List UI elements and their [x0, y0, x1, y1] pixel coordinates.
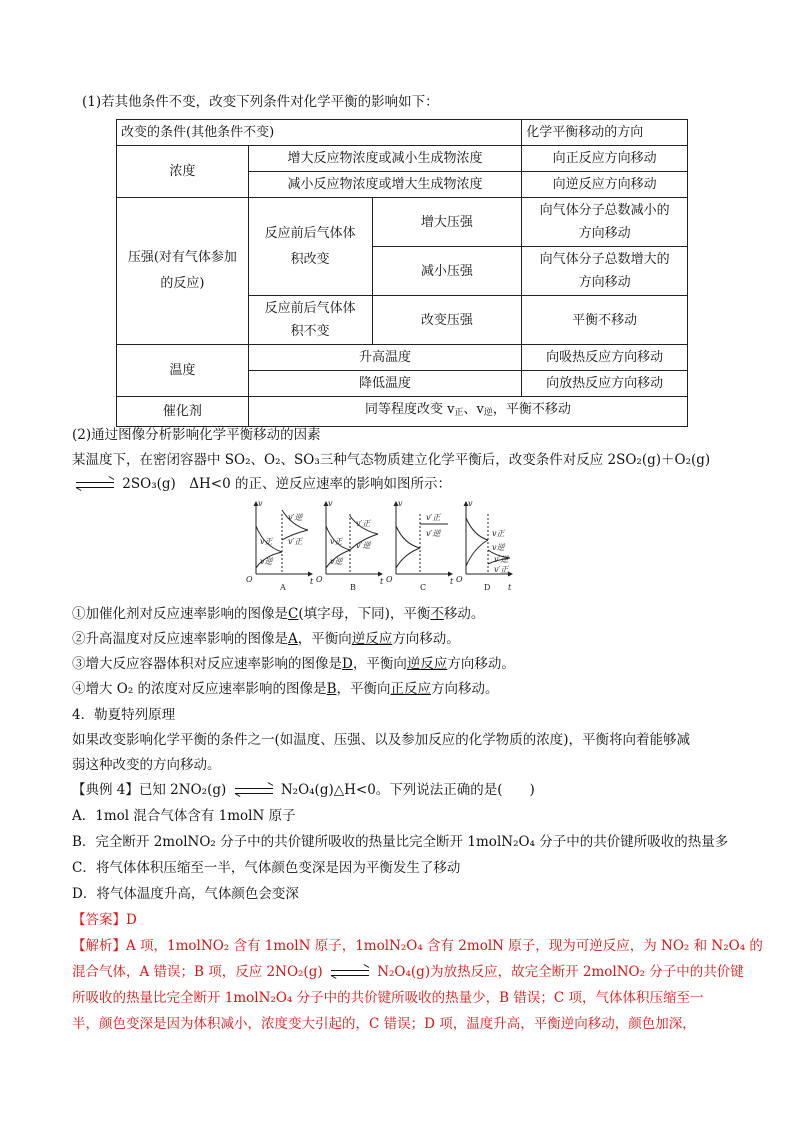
graph-d-v-rev — [466, 540, 488, 566]
pressure-decrease-dir: 向气体分子总数增大的 方向移动 — [522, 247, 688, 296]
pressure-label: 压强(对有气体参加 的反应) — [117, 198, 249, 345]
concentration-dir-1: 向正反应方向移动 — [522, 146, 688, 172]
concentration-cond-1: 增大反应物浓度或减小生成物浓度 — [248, 146, 522, 172]
option-c: C．将气体体积压缩至一半，气体颜色变深是因为平衡发生了移动 — [72, 860, 461, 876]
graph-b-origin: O — [316, 575, 323, 584]
header-direction: 化学平衡移动的方向 — [522, 120, 688, 146]
pressure-decrease: 减小压强 — [372, 247, 522, 296]
graph-a-vprime-fwd-label: v′正 — [288, 537, 303, 546]
question-3: ③增大反应容器体积对反应速率影响的图像是D，平衡向逆反应方向移动。 — [72, 656, 515, 672]
graph-d-origin: O — [456, 575, 463, 584]
graph-c-vprime-fwd-label: v′正 — [426, 513, 441, 522]
graph-a-vprime-rev-label: v′逆 — [288, 513, 303, 522]
graph-b-v-axis-label: v — [328, 499, 333, 508]
question-4: ④增大 O₂ 的浓度对反应速率影响的图像是B，平衡向正反应方向移动。 — [72, 681, 499, 697]
graph-d-v-axis-label: v — [468, 499, 473, 508]
graph-a-caption: A — [280, 583, 286, 590]
pressure-volume-same: 反应前后气体体 积不变 — [248, 296, 372, 345]
temperature-label: 温度 — [117, 345, 249, 397]
answer: 【答案】D — [72, 912, 137, 928]
reversible-arrow-icon — [331, 968, 369, 978]
header-condition: 改变的条件(其他条件不变) — [117, 120, 522, 146]
graph-b-caption: B — [350, 583, 356, 590]
option-b: B．完全断开 2molNO₂ 分子中的共价键所吸收的热量比完全断开 1molN₂O₄ 分子中的共价键所吸收的热量多 — [72, 834, 729, 850]
section4-line-1: 如果改变影响化学平衡的条件之一(如温度、压强、以及参加反应的化学物质的浓度)，平衡将向着能够减 — [72, 732, 691, 748]
graph-b-vfwd-label: v正 — [330, 537, 343, 546]
analysis-line-1: 【解析】A 项，1molNO₂ 含有 1molN 原子，1molN₂O₄ 含有 2molN 原子，现为可逆反应，为 NO₂ 和 N₂O₄ 的 — [72, 938, 763, 954]
example-tag: 【典例 4】 — [72, 782, 139, 798]
graph-b-vprime-rev-label: v′逆 — [356, 541, 371, 550]
graph-c — [396, 502, 452, 574]
graph-b-vprime-fwd-label: v′正 — [356, 519, 371, 528]
analysis-line-2: 混合气体，A 错误；B 项，反应 2NO₂(g) N₂O₄(g)为放热反应，故完全断开 2molNO₂ 分子中的共价键 — [72, 964, 744, 980]
reversible-arrow-icon — [76, 480, 114, 490]
temperature-down: 降低温度 — [248, 371, 522, 397]
pressure-change-dir: 平衡不移动 — [522, 296, 688, 345]
graph-d-t-label: t — [508, 583, 512, 590]
catalyst-effect: 同等程度改变 $v_正$、$v_逆$，平衡不移动 — [248, 397, 687, 427]
section4-line-2: 弱这种改变的方向移动。 — [72, 757, 221, 773]
graph-c-vprime-rev-label: v′逆 — [426, 529, 441, 538]
section2-paragraph-1: 某温度下，在密闭容器中 SO₂、O₂、SO₃三种气态物质建立化学平衡后，改变条件对反应 2SO₂(g)＋O₂(g) — [72, 452, 711, 468]
graph-d-caption: D — [484, 583, 491, 590]
graph-a-origin: O — [246, 575, 253, 584]
graph-c-v-rev — [396, 548, 420, 568]
concentration-label: 浓度 — [117, 146, 249, 198]
question-2: ②升高温度对反应速率影响的图像是A，平衡向逆反应方向移动。 — [72, 631, 460, 647]
pressure-volume-change: 反应前后气体体 积改变 — [248, 198, 372, 296]
section2-title: (2)通过图像分析影响化学平衡移动的因素 — [72, 427, 321, 443]
question-1: ①加催化剂对反应速率影响的图像是C(填字母，下同)，平衡不移动。 — [72, 606, 485, 622]
intro-text: (1)若其他条件不变，改变下列条件对化学平衡的影响如下： — [82, 94, 439, 110]
graph-a-t-label: t — [310, 577, 314, 586]
graph-a-vrev-label: v逆 — [260, 557, 273, 566]
pressure-increase-dir: 向气体分子总数减小的 方向移动 — [522, 198, 688, 247]
concentration-cond-2: 减小反应物浓度或增大生成物浓度 — [248, 172, 522, 198]
rate-time-graphs — [244, 496, 514, 590]
section4-title: 4．勒夏特列原理 — [72, 707, 176, 723]
graph-c-caption: C — [420, 583, 427, 590]
graph-d-vprime-rev-label: v′逆 — [494, 555, 509, 564]
graph-d-vrev-label: v逆 — [492, 543, 505, 552]
graph-d-v-fwd — [466, 518, 488, 540]
conditions-table — [116, 119, 688, 427]
option-d: D．将气体温度升高，气体颜色会变深 — [72, 886, 299, 902]
analysis-line-3: 所吸收的热量比完全断开 1molN₂O₄ 分子中的共价键所吸收的热量少，B 错误；C 项，气体体积压缩至一 — [72, 990, 704, 1006]
graph-a-vfwd-label: v正 — [260, 537, 273, 546]
temperature-up-dir: 向吸热反应方向移动 — [522, 345, 688, 371]
graph-c-t-label: t — [450, 577, 454, 586]
concentration-dir-2: 向逆反应方向移动 — [522, 172, 688, 198]
reversible-arrow-icon — [235, 786, 273, 796]
graph-d-vprime-fwd-label: v′正 — [494, 565, 509, 574]
graph-b-vrev-label: v逆 — [330, 557, 343, 566]
pressure-increase: 增大压强 — [372, 198, 522, 247]
catalyst-label: 催化剂 — [117, 397, 249, 427]
graph-d-vfwd-label: v正 — [492, 529, 505, 538]
pressure-change: 改变压强 — [372, 296, 522, 345]
section2-paragraph-2: 2SO₃(g) ΔH<0 的正、逆反应速率的影响如图所示： — [72, 474, 451, 494]
graph-b-t-label: t — [380, 577, 384, 586]
temperature-down-dir: 向放热反应方向移动 — [522, 371, 688, 397]
temperature-up: 升高温度 — [248, 345, 522, 371]
graph-c-v-fwd — [396, 526, 420, 548]
graph-c-origin: O — [386, 575, 393, 584]
option-a: A．1mol 混合气体含有 1molN 原子 — [72, 808, 296, 824]
analysis-line-4: 半，颜色变深是因为体积减小，浓度变大引起的，C 错误；D 项，温度升高，平衡逆向移动，颜色加深， — [72, 1016, 696, 1032]
example-stem: 【典例 4】已知 2NO₂(g) N₂O₄(g)△H<0。下列说法正确的是( ) — [72, 782, 535, 798]
graph-a-v-axis-label: v — [258, 499, 263, 508]
graph-c-v-axis-label: v — [398, 499, 403, 508]
